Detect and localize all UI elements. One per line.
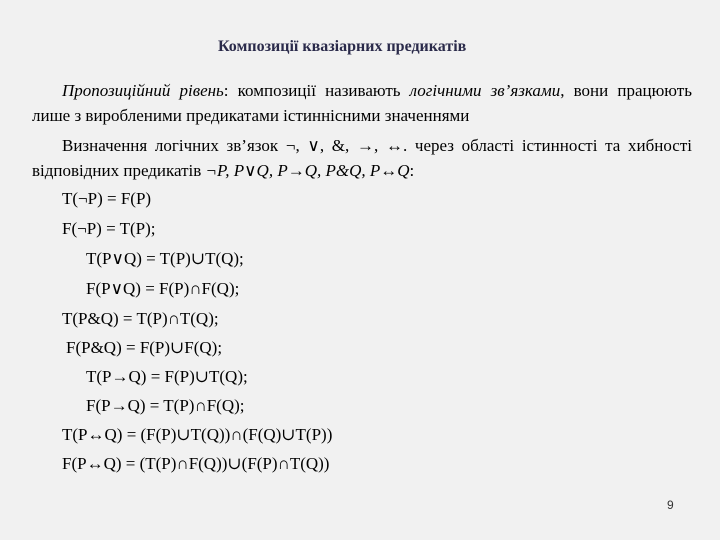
term-logical-connectives: логічними зв’язками — [409, 81, 561, 100]
formula-line: T(P∨Q) = T(P)∪T(Q); — [86, 249, 244, 268]
formula-line: F(¬P) = T(P); — [62, 219, 156, 238]
formula-line: T(P→Q) = F(P)∪T(Q); — [86, 367, 248, 386]
formula-line: F(P&Q) = F(P)∪F(Q); — [66, 338, 223, 357]
slide-title: Композиції квазіарних предикатів — [218, 38, 467, 55]
formula-line: T(P↔Q) = (F(P)∪T(Q))∩(F(Q)∪T(P)) — [62, 425, 333, 444]
term-propositional-level: Пропозиційний рівень — [62, 81, 224, 100]
formula-line: T(P&Q) = T(P)∩T(Q); — [62, 309, 219, 328]
formula-line: F(P↔Q) = (T(P)∩F(Q))∪(F(P)∩T(Q)) — [62, 454, 330, 473]
paragraph1-text-b: , вони працюють лише з виробленими предикатами істиннісними значеннями — [32, 81, 692, 125]
paragraph-propositional-level — [32, 78, 692, 128]
predicate-list: ¬P, P∨Q, P→Q, P&Q, P↔Q — [205, 161, 410, 180]
paragraph2-text-b: : — [409, 161, 415, 180]
slide-number: 9 — [667, 498, 674, 512]
formula-line: F(P→Q) = T(P)∩F(Q); — [86, 396, 245, 415]
formula-line: F(P∨Q) = F(P)∩F(Q); — [86, 279, 240, 298]
paragraph1-text-a: : композиції називають — [223, 81, 410, 100]
paragraph-definition — [32, 133, 692, 183]
paragraph2-text-a: Визначення логічних зв’язок ¬, ∨, &, →, ↔. через області істинності та хибності відповідних предикатів — [32, 136, 692, 180]
formula-line: T(¬P) = F(P) — [62, 189, 152, 208]
